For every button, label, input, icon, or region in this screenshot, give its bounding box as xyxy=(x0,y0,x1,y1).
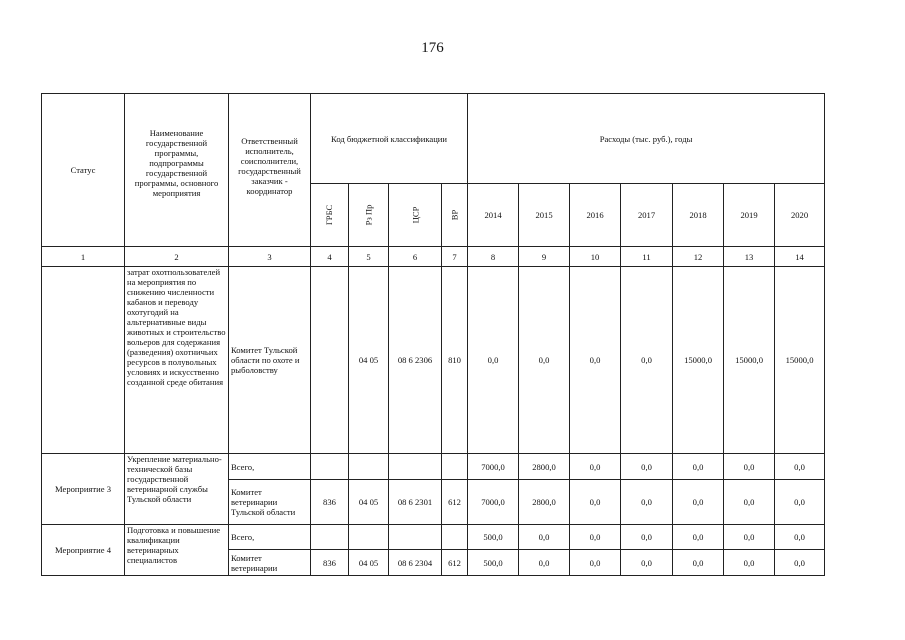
value-cell: 0,0 xyxy=(775,525,825,550)
value-cell: 0,0 xyxy=(519,550,570,576)
name-cell: затрат охотпользователей на мероприятия по снижению численности кабанов и переводу охотугодий на альтернативные виды животных и строительство вольеров для содержания (разведения) охотничьих ресурсов в полувольных условиях и искусственно созданной среде обитания xyxy=(125,267,229,454)
value-cell: 7000,0 xyxy=(468,480,519,525)
value-cell: 15000,0 xyxy=(673,267,724,454)
grbs-cell xyxy=(311,267,349,454)
budget-table xyxy=(41,93,825,576)
column-number: 10 xyxy=(570,247,621,267)
value-cell: 7000,0 xyxy=(468,454,519,480)
header-csr: ЦСР xyxy=(389,184,442,247)
column-number: 7 xyxy=(442,247,468,267)
value-cell: 0,0 xyxy=(468,267,519,454)
rzpr-cell: 04 05 xyxy=(349,550,389,576)
header-name: Наименование государственной программы, подпрограммы государственной программы, основного мероприятия xyxy=(125,94,229,247)
rzpr-cell xyxy=(349,525,389,550)
header-row-top xyxy=(42,94,825,184)
status-cell: Мероприятие 3 xyxy=(42,454,125,525)
value-cell: 0,0 xyxy=(621,525,673,550)
value-cell: 0,0 xyxy=(621,550,673,576)
value-cell: 2800,0 xyxy=(519,480,570,525)
value-cell: 0,0 xyxy=(724,454,775,480)
header-year: 2014 xyxy=(468,184,519,247)
value-cell: 0,0 xyxy=(570,267,621,454)
value-cell: 0,0 xyxy=(673,525,724,550)
header-executor: Ответственный исполнитель, соисполнители, государственный заказчик - координатор xyxy=(229,94,311,247)
vr-cell: 612 xyxy=(442,550,468,576)
vr-cell: 810 xyxy=(442,267,468,454)
column-number: 4 xyxy=(311,247,349,267)
header-year: 2019 xyxy=(724,184,775,247)
csr-cell: 08 6 2304 xyxy=(389,550,442,576)
value-cell: 0,0 xyxy=(570,550,621,576)
column-number: 14 xyxy=(775,247,825,267)
total-label-cell: Всего, xyxy=(229,525,311,550)
value-cell: 0,0 xyxy=(724,480,775,525)
value-cell: 500,0 xyxy=(468,550,519,576)
vr-cell xyxy=(442,454,468,480)
value-cell: 0,0 xyxy=(724,525,775,550)
header-expenses: Расходы (тыс. руб.), годы xyxy=(468,94,825,184)
value-cell: 15000,0 xyxy=(724,267,775,454)
value-cell: 0,0 xyxy=(570,480,621,525)
total-label-cell: Всего, xyxy=(229,454,311,480)
header-budget-code: Код бюджетной классификации xyxy=(311,94,468,184)
status-cell xyxy=(42,267,125,454)
column-number: 6 xyxy=(389,247,442,267)
column-number: 3 xyxy=(229,247,311,267)
page-number: 176 xyxy=(421,40,444,56)
csr-cell xyxy=(389,525,442,550)
header-year: 2016 xyxy=(570,184,621,247)
header-grbs: ГРБС xyxy=(311,184,349,247)
value-cell: 0,0 xyxy=(621,454,673,480)
header-rzpr: Рз Пр xyxy=(349,184,389,247)
csr-cell xyxy=(389,454,442,480)
executor-cell: Комитет ветеринарии xyxy=(229,550,311,576)
header-year: 2018 xyxy=(673,184,724,247)
vr-cell: 612 xyxy=(442,480,468,525)
grbs-cell: 836 xyxy=(311,480,349,525)
value-cell: 500,0 xyxy=(468,525,519,550)
column-number: 5 xyxy=(349,247,389,267)
csr-cell: 08 6 2301 xyxy=(389,480,442,525)
table-row xyxy=(42,267,825,454)
rzpr-cell xyxy=(349,454,389,480)
vr-cell xyxy=(442,525,468,550)
value-cell: 0,0 xyxy=(673,550,724,576)
value-cell: 0,0 xyxy=(775,454,825,480)
value-cell: 2800,0 xyxy=(519,454,570,480)
value-cell: 0,0 xyxy=(673,480,724,525)
value-cell: 0,0 xyxy=(570,525,621,550)
value-cell: 0,0 xyxy=(519,525,570,550)
executor-cell: Комитет ветеринарии Тульской области xyxy=(229,480,311,525)
grbs-cell xyxy=(311,525,349,550)
header-year: 2015 xyxy=(519,184,570,247)
name-cell: Укрепление материально-технической базы государственной ветеринарной службы Тульской области xyxy=(125,454,229,525)
table-row xyxy=(42,454,825,480)
header-year: 2020 xyxy=(775,184,825,247)
column-number: 11 xyxy=(621,247,673,267)
value-cell: 0,0 xyxy=(673,454,724,480)
column-number: 8 xyxy=(468,247,519,267)
column-number: 1 xyxy=(42,247,125,267)
column-number: 2 xyxy=(125,247,229,267)
column-number: 13 xyxy=(724,247,775,267)
value-cell: 0,0 xyxy=(775,550,825,576)
status-cell: Мероприятие 4 xyxy=(42,525,125,576)
rzpr-cell: 04 05 xyxy=(349,480,389,525)
header-year: 2017 xyxy=(621,184,673,247)
grbs-cell: 836 xyxy=(311,550,349,576)
header-status: Статус xyxy=(42,94,125,247)
value-cell: 15000,0 xyxy=(775,267,825,454)
value-cell: 0,0 xyxy=(724,550,775,576)
value-cell: 0,0 xyxy=(621,267,673,454)
header-vr: ВР xyxy=(442,184,468,247)
value-cell: 0,0 xyxy=(621,480,673,525)
value-cell: 0,0 xyxy=(519,267,570,454)
value-cell: 0,0 xyxy=(775,480,825,525)
value-cell: 0,0 xyxy=(570,454,621,480)
column-number: 9 xyxy=(519,247,570,267)
column-numbers-row xyxy=(42,247,825,267)
table-row xyxy=(42,525,825,550)
column-number: 12 xyxy=(673,247,724,267)
name-cell: Подготовка и повышение квалификации ветеринарных специалистов xyxy=(125,525,229,576)
rzpr-cell: 04 05 xyxy=(349,267,389,454)
grbs-cell xyxy=(311,454,349,480)
executor-cell: Комитет Тульской области по охоте и рыболовству xyxy=(229,267,311,454)
csr-cell: 08 6 2306 xyxy=(389,267,442,454)
